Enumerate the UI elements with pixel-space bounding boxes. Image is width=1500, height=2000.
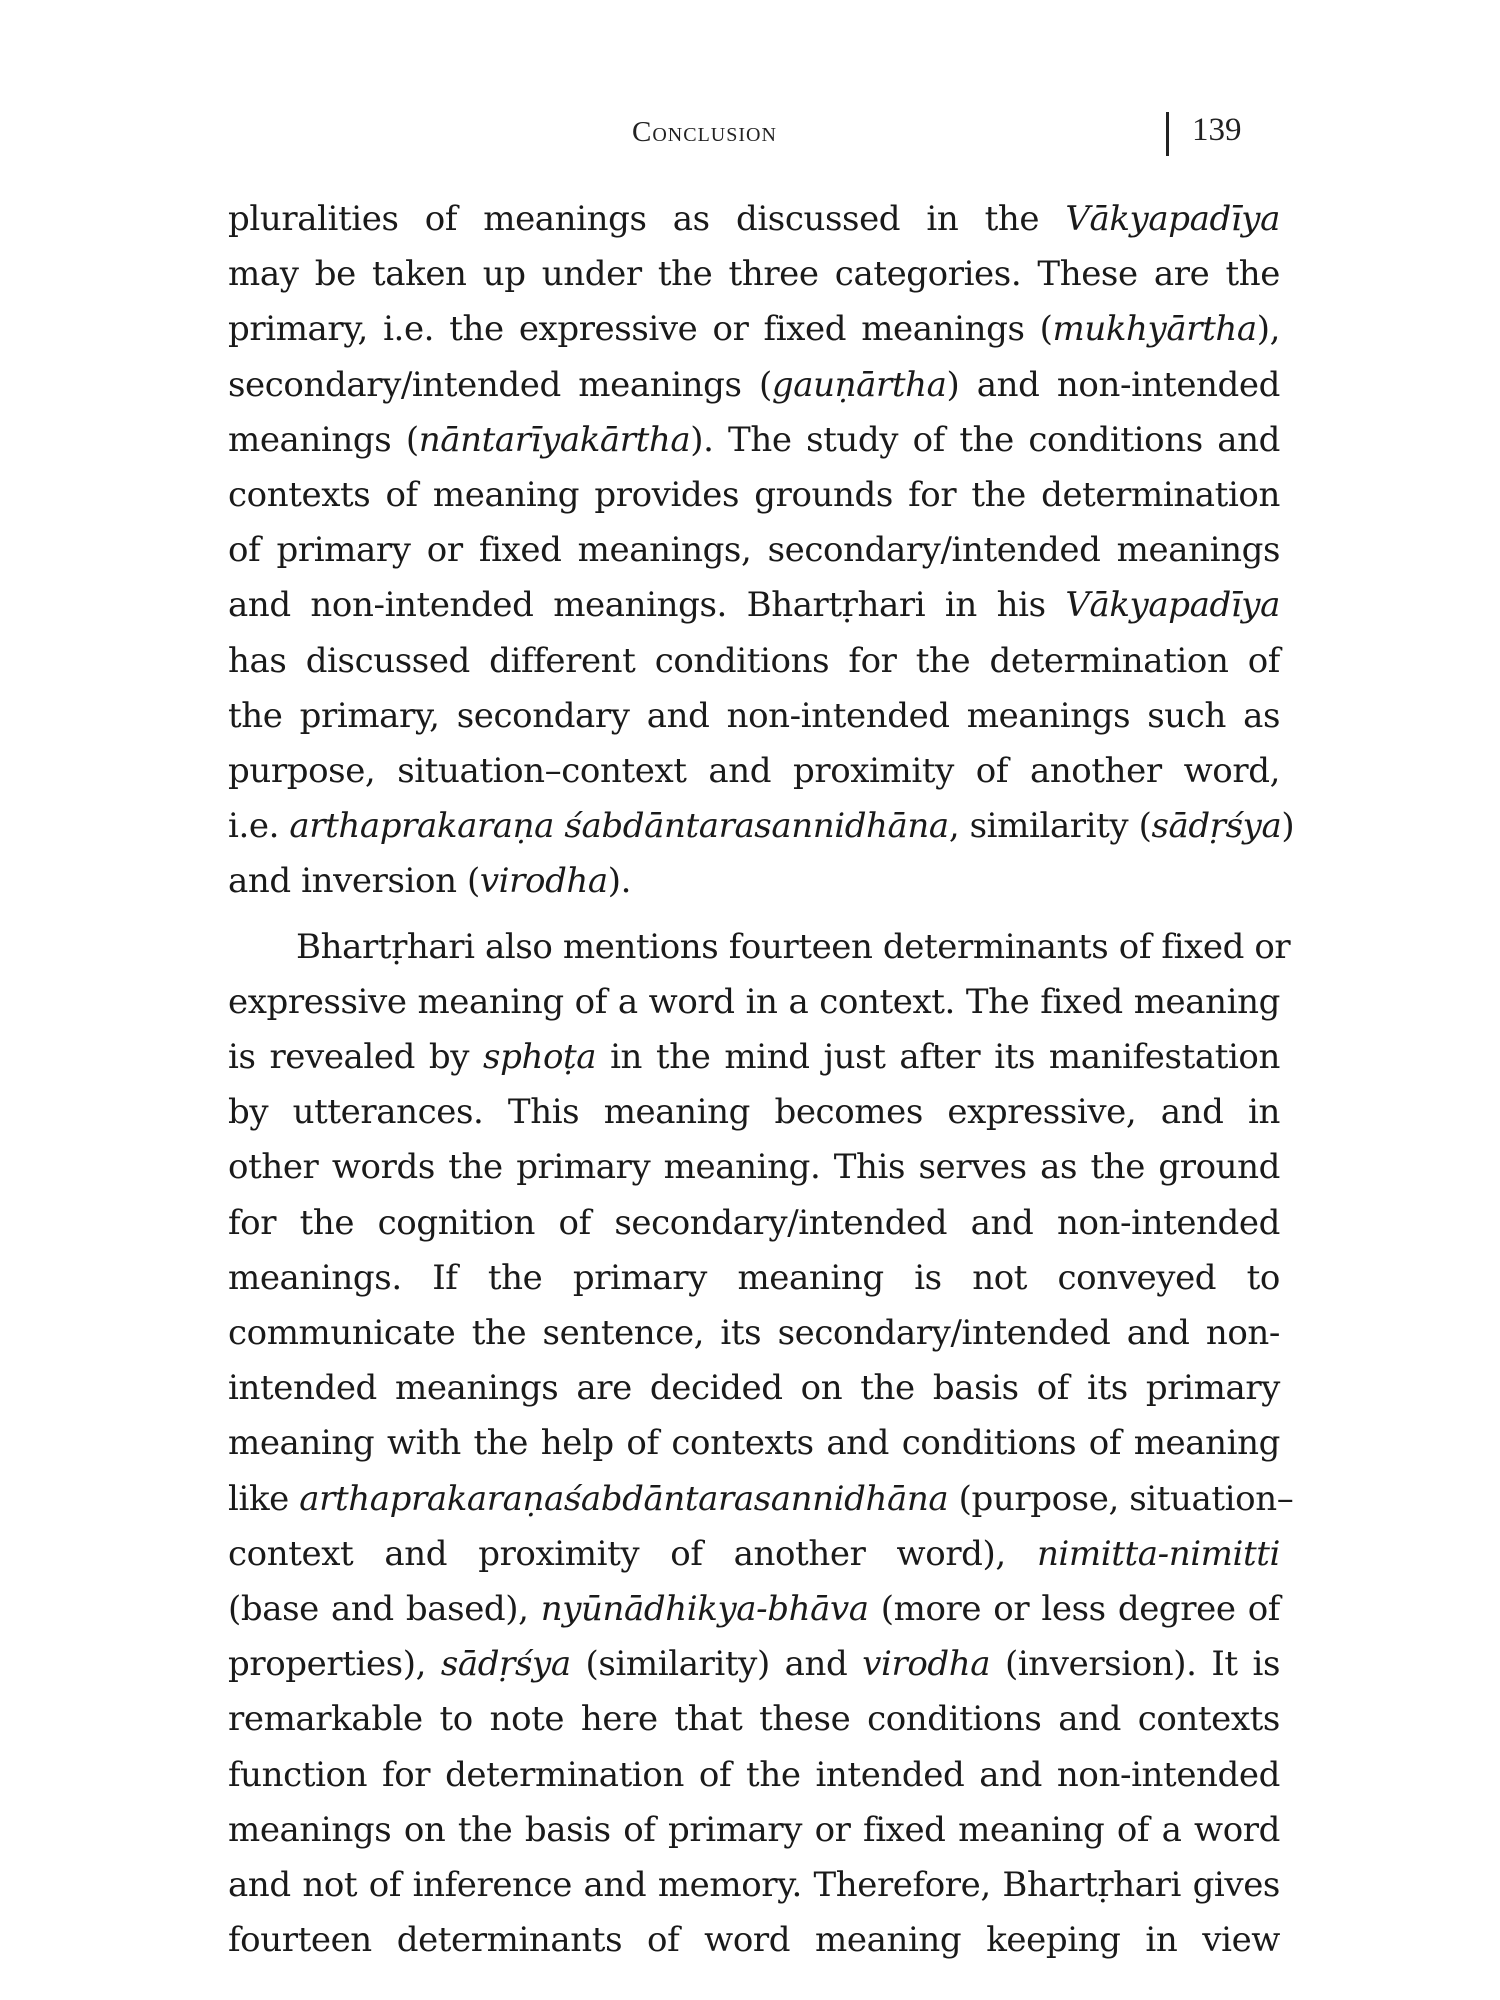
italic-term: Vākyapadīya <box>1065 585 1280 626</box>
text-run: Bhartṛhari also mentions fourteen determinants of fixed or <box>296 926 1291 967</box>
text-line <box>228 578 1280 633</box>
text-line <box>228 920 1291 975</box>
text-line <box>228 247 1280 302</box>
text-line <box>228 1030 1280 1085</box>
text-line <box>228 468 1280 523</box>
text-line <box>228 1858 1280 1913</box>
text-run: ) <box>1281 806 1295 847</box>
text-run: of primary or fixed meanings, secondary/intended meanings <box>228 530 1280 571</box>
text-run: by utterances. This meaning becomes expressive, and in <box>228 1092 1280 1133</box>
text-run: contexts of meaning provides grounds for the determination <box>228 475 1280 516</box>
text-run: function for determination of the intended and non-intended <box>228 1754 1280 1795</box>
text-run: (purpose, situation– <box>948 1478 1294 1519</box>
text-run: meanings ( <box>228 419 419 460</box>
italic-term: arthaprakaraṇa śabdāntarasannidhāna <box>289 806 949 847</box>
text-line <box>228 523 1280 578</box>
text-line <box>228 1306 1280 1361</box>
text-run: like <box>228 1478 300 1519</box>
italic-term: Vākyapadīya <box>1065 199 1280 239</box>
text-run: has discussed different conditions for the determination of <box>228 640 1280 681</box>
text-line <box>228 1527 1280 1582</box>
italic-term: mukhyārtha <box>1052 309 1257 350</box>
text-line <box>228 1361 1280 1416</box>
text-run: ). The study of the conditions and <box>690 419 1280 460</box>
page-number: 139 <box>1192 112 1242 148</box>
text-run: (base and based), <box>228 1589 541 1630</box>
italic-term: sādṛśya <box>440 1644 571 1685</box>
text-run: meaning with the help of contexts and conditions of meaning <box>228 1423 1280 1464</box>
text-run: for the cognition of secondary/intended and non-intended <box>228 1202 1280 1243</box>
text-run: and not of inference and memory. Therefore, Bhartṛhari gives <box>228 1865 1280 1906</box>
text-run: ) and non-intended <box>946 364 1280 405</box>
body-text <box>228 192 1295 1969</box>
text-line <box>228 1472 1294 1527</box>
text-run: secondary/intended meanings ( <box>228 364 772 405</box>
text-line <box>228 1140 1280 1195</box>
text-line <box>228 689 1280 744</box>
text-line <box>228 975 1280 1030</box>
text-line <box>228 1748 1280 1803</box>
text-run: primary, i.e. the expressive or fixed meanings ( <box>228 309 1053 350</box>
italic-term: nāntarīyakārtha <box>418 419 691 460</box>
text-line <box>228 854 1280 909</box>
header-divider <box>1166 112 1169 156</box>
text-run: other words the primary meaning. This serves as the ground <box>228 1147 1280 1188</box>
text-line <box>228 1416 1280 1471</box>
text-run: meanings on the basis of primary or fixed meaning of a word <box>228 1809 1280 1850</box>
text-line <box>228 413 1280 468</box>
text-line <box>228 1637 1280 1692</box>
text-run: ). <box>607 861 632 902</box>
text-line <box>228 1085 1280 1140</box>
text-run: in the mind just after its manifestation <box>596 1037 1281 1078</box>
text-line <box>228 1692 1280 1747</box>
italic-term: gauṇārtha <box>771 364 947 405</box>
text-run: i.e. <box>228 806 290 847</box>
text-run: (inversion). It is <box>990 1644 1280 1685</box>
italic-term: sādṛśya <box>1151 806 1282 847</box>
text-run: fourteen determinants of word meaning keeping in view <box>228 1920 1280 1961</box>
italic-term: nyūnādhikya-bhāva <box>540 1589 869 1630</box>
text-run: is revealed by <box>228 1037 484 1078</box>
italic-term: nimitta-nimitti <box>1036 1533 1280 1574</box>
text-run: context and proximity of another word), <box>228 1533 1037 1574</box>
text-run: (similarity) and <box>570 1644 863 1685</box>
text-line <box>228 358 1280 413</box>
text-line <box>228 1196 1280 1251</box>
text-run: and inversion ( <box>228 861 480 902</box>
italic-term: virodha <box>862 1644 991 1685</box>
text-line <box>228 1582 1280 1637</box>
text-run: intended meanings are decided on the basis of its primary <box>228 1368 1280 1409</box>
text-run: , similarity ( <box>948 806 1152 847</box>
text-line <box>228 302 1280 357</box>
text-run: properties), <box>228 1644 441 1685</box>
paragraph-1 <box>228 192 1295 910</box>
text-run: pluralities of meanings as discussed in the <box>228 199 1066 239</box>
text-line <box>228 634 1280 689</box>
running-title: Conclusion <box>632 116 777 148</box>
text-line <box>228 1913 1280 1968</box>
text-run: meanings. If the primary meaning is not conveyed to <box>228 1257 1280 1298</box>
paragraph-2 <box>228 920 1294 1969</box>
text-line <box>228 799 1295 854</box>
text-run: ), <box>1256 309 1280 350</box>
italic-term: sphoṭa <box>483 1037 597 1078</box>
text-run: the primary, secondary and non-intended meanings such as <box>228 695 1280 736</box>
running-header <box>232 112 1277 162</box>
text-run: expressive meaning of a word in a context. The fixed meaning <box>228 981 1280 1022</box>
text-run: and non-intended meanings. Bhartṛhari in his <box>228 585 1066 626</box>
italic-term: arthaprakaraṇaśabdāntarasannidhāna <box>299 1478 949 1519</box>
text-run: (more or less degree of <box>868 1589 1280 1630</box>
text-line <box>228 1803 1280 1858</box>
text-line <box>228 192 1280 247</box>
text-run: communicate the sentence, its secondary/intended and non- <box>228 1313 1280 1354</box>
text-run: may be taken up under the three categories. These are the <box>228 254 1280 295</box>
text-line <box>228 1251 1280 1306</box>
text-run: purpose, situation–context and proximity of another word, <box>228 751 1280 792</box>
text-run: remarkable to note here that these conditions and contexts <box>228 1699 1280 1740</box>
italic-term: virodha <box>479 861 608 902</box>
text-line <box>228 744 1280 799</box>
